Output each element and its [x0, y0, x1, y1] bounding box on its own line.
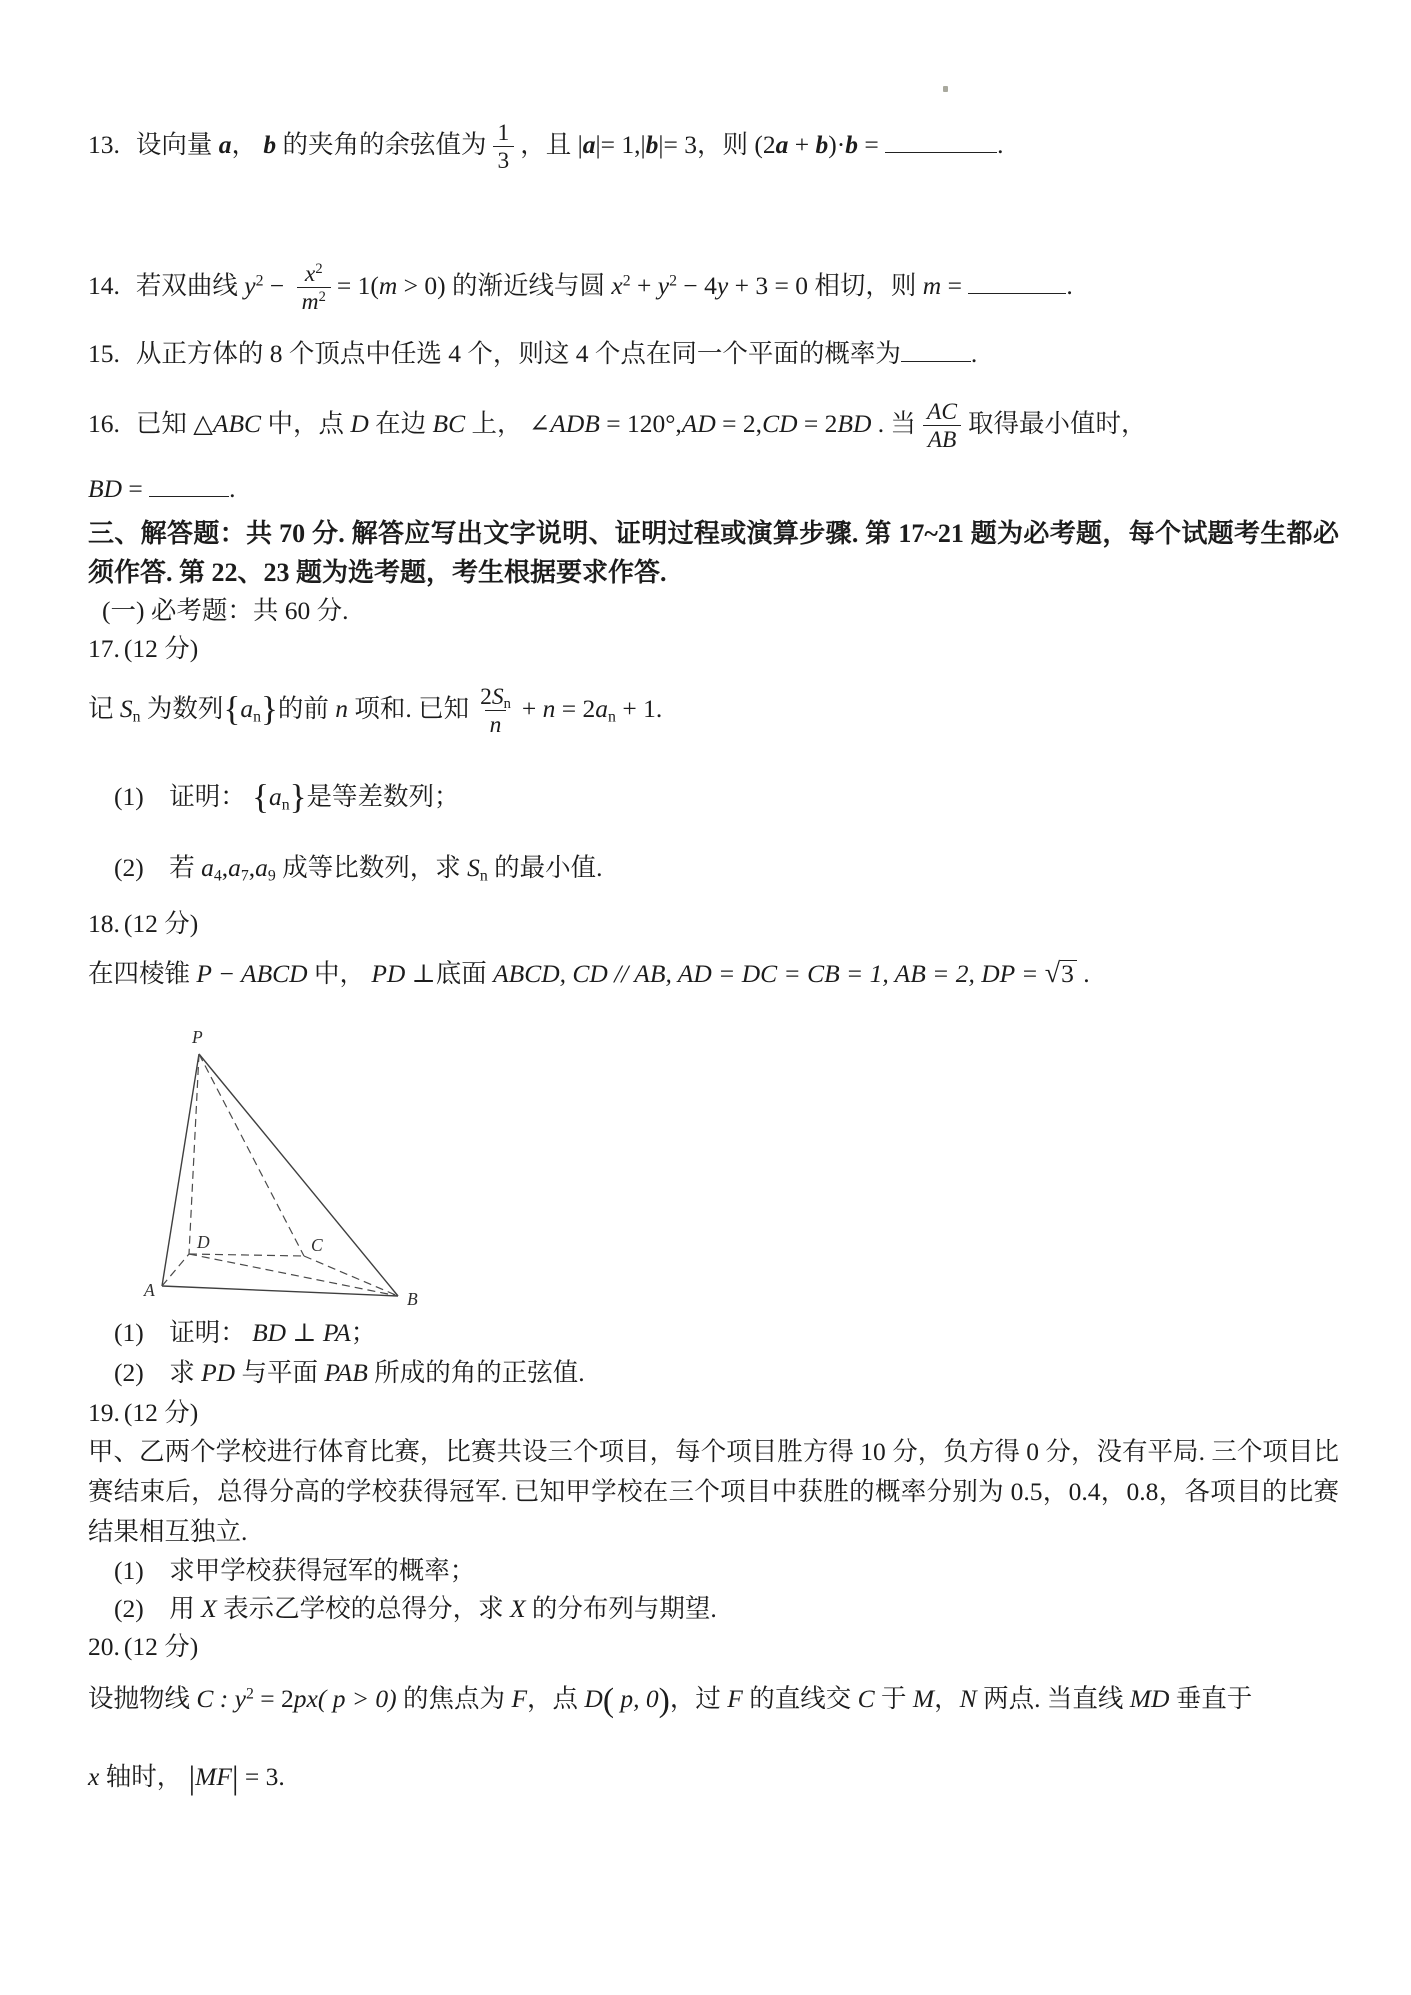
text-run: ，点	[527, 1683, 585, 1713]
superscript: 2	[318, 288, 326, 305]
question-19-part1: (1) 求甲学校获得冠军的概率；	[114, 1555, 476, 1585]
math-var: D	[584, 1683, 603, 1713]
question-20-line2	[88, 1758, 1339, 1797]
superscript: 2	[622, 271, 631, 289]
math-var: X	[509, 1593, 526, 1623]
math-var: y	[244, 270, 256, 300]
math-var: D	[350, 409, 369, 439]
radicand: 3	[1060, 960, 1077, 988]
math-run: + 3 = 0	[728, 270, 815, 300]
text-run: 中，点	[261, 409, 351, 439]
answer-blank	[149, 470, 229, 497]
text-run: 是等差数列；	[306, 782, 460, 812]
vector-a: a	[582, 130, 596, 160]
vertex-label-B: B	[407, 1288, 418, 1307]
fraction-x2-m2	[297, 261, 331, 316]
math-var: a	[595, 693, 609, 723]
question-16	[88, 399, 1339, 454]
text-run: 的前	[277, 693, 336, 723]
question-20-stem	[88, 1680, 1339, 1720]
text-run: 记	[88, 693, 120, 723]
text-run: (1) 证明：	[114, 1317, 253, 1347]
math-var: S	[467, 852, 480, 882]
math-run: |= 3，则	[658, 130, 755, 160]
math-var: N	[959, 1683, 977, 1713]
text-run: 设抛物线	[88, 1683, 197, 1713]
question-number: 19.	[88, 1397, 120, 1427]
text-run: 为数列	[140, 693, 224, 723]
vector-a: a	[775, 130, 789, 160]
text-run: 中，	[307, 958, 372, 988]
math-var: M	[912, 1683, 935, 1713]
radical-symbol: √	[1044, 957, 1061, 989]
math-run: − 4	[677, 270, 717, 300]
math-run: 2	[480, 683, 492, 710]
question-16-line2	[88, 470, 1339, 508]
subscript: 4	[213, 867, 222, 885]
vector-b: b	[645, 130, 659, 160]
math-var: F	[511, 1683, 528, 1713]
dashed-edges	[162, 1054, 398, 1296]
q18-pyramid-figure	[110, 1009, 1339, 1314]
text-run: .	[1066, 270, 1073, 300]
square-root	[1045, 959, 1077, 988]
math-run: = 2	[253, 1683, 294, 1713]
math-var: S	[119, 693, 133, 723]
question-18-part1	[88, 1314, 1339, 1352]
math-run: = 2	[797, 409, 838, 439]
triangle-symbol: △	[193, 409, 213, 439]
text-run: 的焦点为	[403, 1683, 512, 1713]
text-run: .	[278, 1761, 285, 1791]
question-19-part2	[88, 1590, 1339, 1628]
text-run: 的直线交	[742, 1683, 858, 1713]
math-var: x	[611, 270, 623, 300]
math-var: px	[293, 1683, 318, 1713]
text-run: ，且 |	[520, 130, 583, 160]
math-run: = 120°,	[599, 409, 682, 439]
vertex-label-D: D	[197, 1231, 210, 1252]
question-18-stem	[88, 955, 1339, 993]
text-run: 轴时，	[99, 1761, 189, 1791]
left-bar: |	[188, 1759, 196, 1796]
vector-b: b	[845, 130, 858, 160]
math-var: BD	[837, 409, 872, 439]
text-run: 从正方体的 8 个顶点中任选 4 个，则这 4 个点在同一个平面的概率为	[135, 339, 901, 369]
fraction-numerator	[300, 261, 328, 287]
math-var: a	[228, 852, 241, 882]
math-var: C	[857, 1683, 875, 1713]
text-run: ；	[350, 1317, 377, 1347]
question-17-header	[88, 630, 1339, 668]
math-var: MF	[195, 1761, 232, 1791]
math-run: = 2,	[715, 409, 763, 439]
math-var: X	[201, 1593, 217, 1623]
math-var: PD	[201, 1357, 236, 1387]
text-run: 两点. 当直线	[976, 1683, 1130, 1713]
answer-blank	[885, 126, 997, 153]
pyramid-svg	[110, 1009, 440, 1307]
solid-edges	[162, 1054, 398, 1296]
section-3-subheader: (一) 必考题：共 60 分.	[102, 595, 349, 625]
text-run: .	[1076, 958, 1090, 988]
angle-symbol: ∠	[528, 409, 551, 439]
math-var: CD	[762, 409, 798, 439]
text-run: 的最小值.	[487, 852, 603, 882]
math-var: F	[727, 1683, 743, 1713]
math-var: n	[542, 693, 556, 723]
math-run: p, 0	[614, 1683, 659, 1713]
question-number: 20.	[88, 1631, 120, 1661]
math-run: +	[788, 130, 816, 160]
fraction-AC-AB	[922, 399, 962, 454]
superscript: 2	[245, 1684, 254, 1702]
vertex-label-P: P	[192, 1026, 203, 1047]
text-run: 的渐近线与圆	[452, 270, 612, 300]
fraction-denominator	[297, 287, 331, 315]
question-17-part1	[88, 778, 1339, 817]
text-run: ，	[231, 130, 264, 160]
math-var: MD	[1129, 1683, 1170, 1713]
text-run: 已知	[135, 409, 194, 439]
question-14	[88, 261, 1339, 316]
text-run: 相切，则	[814, 270, 923, 300]
question-19-stem: 甲、乙两个学校进行体育比赛，比赛共设三个项目，每个项目胜方得 10 分，负方得 0 分，没有平局. 三个项目比赛结束后，总得分高的学校获得冠军. 已知甲学校在三个项目中获胜的概率分别为 0.5，0.4，0.8，各项目的比赛结果相互独立.	[88, 1436, 1339, 1546]
math-run: |= 1,|	[595, 130, 646, 160]
text-run: (2) 用	[114, 1593, 202, 1623]
question-number: 15.	[88, 339, 120, 369]
question-number: 18.	[88, 908, 120, 938]
fraction-denominator: 3	[493, 146, 515, 174]
math-run: ,	[248, 852, 256, 882]
text-run: 上，	[465, 409, 529, 439]
text-run: ⊥底面	[405, 958, 494, 988]
text-run: (2) 若	[114, 852, 202, 882]
math-run: −	[263, 270, 291, 300]
text-run: 的分布列与期望.	[525, 1593, 717, 1623]
points-label: (12 分)	[123, 908, 199, 938]
math-var: a	[201, 852, 214, 882]
math-var: PA	[322, 1317, 351, 1347]
vector-b: b	[263, 130, 277, 160]
math-var: x	[88, 1761, 100, 1791]
text-run: .	[997, 130, 1004, 160]
vertex-label-A: A	[144, 1279, 155, 1300]
text-run: 在边	[368, 409, 433, 439]
math-var: PD	[371, 958, 406, 988]
points-label: (12 分)	[123, 1631, 199, 1661]
text-run: 设向量	[135, 130, 219, 160]
fraction-numerator: AC	[927, 399, 958, 426]
math-run: )·	[828, 130, 846, 160]
math-var: BD	[88, 473, 122, 503]
points-label: (12 分)	[123, 1397, 199, 1427]
subscript: 7	[240, 867, 249, 885]
subscript: n	[503, 695, 511, 712]
math-var: x	[304, 260, 316, 287]
text-run: .	[970, 339, 978, 369]
math-var: AD	[681, 409, 716, 439]
math-run: ABCD, CD // AB, AD = DC = CB = 1, AB = 2, DP =	[493, 958, 1045, 988]
answer-blank	[968, 267, 1066, 294]
math-var: m	[301, 288, 319, 315]
text-run: 与平面	[235, 1357, 325, 1387]
subscript: n	[132, 708, 141, 726]
text-run: 若双曲线	[135, 270, 245, 300]
vertex-label-C: C	[311, 1234, 323, 1255]
math-var: m	[922, 270, 942, 300]
math-var: a	[240, 693, 254, 723]
text-run: (1) 证明：	[114, 782, 253, 812]
subscript: n	[479, 867, 488, 885]
math-var: BD	[252, 1317, 287, 1347]
subscript: 9	[267, 867, 276, 885]
vector-b: b	[815, 130, 829, 160]
math-var: y	[657, 270, 670, 300]
subscript: n	[253, 708, 261, 726]
math-var: ABC	[212, 409, 262, 439]
text-run: ，	[934, 1683, 960, 1713]
question-15	[88, 335, 1339, 373]
text-run: .	[229, 473, 236, 503]
vector-a: a	[218, 130, 232, 160]
subscript: n	[608, 708, 616, 726]
text-run: .	[655, 693, 663, 723]
math-run: ,	[221, 852, 229, 882]
math-run: > 0)	[397, 270, 453, 300]
math-var: PAB	[324, 1357, 368, 1387]
question-number: 13.	[88, 130, 120, 160]
math-run: = 1(	[336, 270, 379, 300]
text-run: 的夹角的余弦值为	[276, 130, 487, 160]
math-run: = 3	[238, 1761, 279, 1791]
fraction-numerator	[475, 684, 516, 710]
text-run: 成等比数列，求	[275, 852, 468, 882]
fraction-denominator: n	[485, 710, 507, 738]
subscript: n	[281, 796, 290, 814]
math-run: =	[857, 130, 886, 160]
math-var: m	[378, 270, 398, 300]
superscript: 2	[255, 271, 264, 289]
text-run: 垂直于	[1169, 1683, 1253, 1713]
perpendicular-symbol: ⊥	[286, 1317, 323, 1347]
text-run: . 当	[871, 409, 917, 439]
math-run: =	[122, 473, 150, 503]
section-3-header: 三、解答题：共 70 分. 解答应写出文字说明、证明过程或演算步骤. 第 17~21 题为必考题，每个试题考生都必须作答. 第 22、23 题为选考题，考生根据要求作答.	[88, 518, 1339, 587]
fraction-denominator: AB	[923, 425, 962, 453]
right-paren: )	[658, 1681, 670, 1719]
text-run: 所成的角的正弦值.	[367, 1357, 585, 1387]
right-bar: |	[231, 1759, 239, 1796]
question-number: 17.	[88, 633, 120, 663]
superscript: 2	[315, 260, 323, 277]
math-run: + 1	[615, 693, 656, 723]
text-run: (2) 求	[114, 1357, 202, 1387]
math-var: S	[491, 683, 504, 710]
text-run: 项和. 已知	[348, 693, 470, 723]
question-17-stem	[88, 684, 1339, 739]
points-label: (12 分)	[123, 633, 199, 663]
left-paren: (	[602, 1681, 615, 1719]
stray-mark	[943, 86, 948, 92]
math-var: a	[255, 852, 268, 882]
math-var: ADB	[550, 409, 600, 439]
math-var: n	[335, 693, 349, 723]
right-brace: }	[260, 689, 278, 729]
fraction-numerator: 1	[497, 120, 510, 146]
question-18-header	[88, 905, 1339, 943]
math-run: (2	[754, 130, 776, 160]
right-brace: }	[289, 777, 307, 817]
question-19-header	[88, 1394, 1339, 1432]
left-brace: {	[252, 777, 269, 817]
math-var: y	[716, 270, 729, 300]
math-run: ( p > 0)	[317, 1683, 404, 1713]
math-var: a	[269, 782, 282, 812]
question-number: 16.	[88, 409, 120, 439]
answer-blank	[901, 335, 971, 362]
math-run: = 2	[555, 693, 596, 723]
text-run: ，过	[669, 1683, 728, 1713]
left-brace: {	[223, 689, 241, 729]
math-run: =	[941, 270, 969, 300]
text-run: 取得最小值时，	[968, 409, 1147, 439]
text-run: 于	[874, 1683, 913, 1713]
math-run: +	[630, 270, 658, 300]
math-var: BC	[432, 409, 466, 439]
fraction-one-third	[493, 120, 515, 175]
question-18-part2	[88, 1354, 1339, 1392]
fraction-2Sn-n	[475, 684, 516, 739]
superscript: 2	[669, 271, 678, 289]
math-var: P − ABCD	[196, 958, 308, 988]
math-run: +	[521, 693, 543, 723]
math-var: C : y	[196, 1683, 246, 1713]
question-20-header	[88, 1628, 1339, 1666]
text-run: 在四棱锥	[88, 958, 197, 988]
question-13	[88, 120, 1339, 175]
text-run: 表示乙学校的总得分，求	[216, 1593, 510, 1623]
question-number: 14.	[88, 270, 120, 300]
question-17-part2	[88, 849, 1339, 887]
